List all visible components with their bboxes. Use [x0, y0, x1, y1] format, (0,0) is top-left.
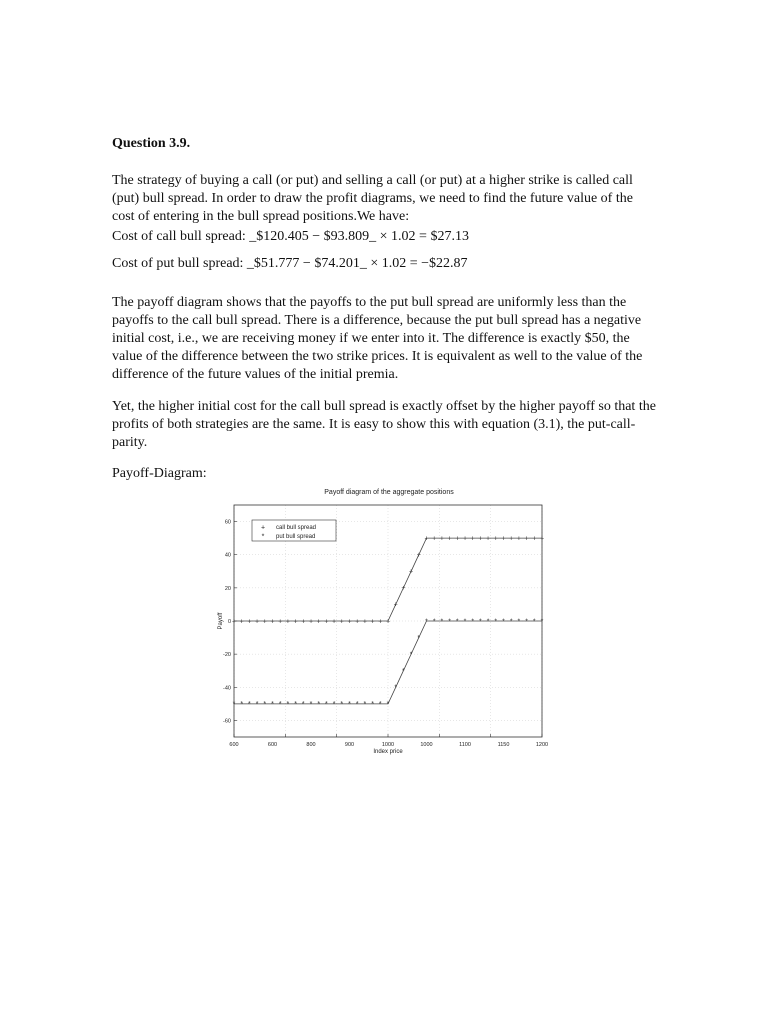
data-point-call: + — [239, 618, 244, 626]
data-point-call: + — [332, 618, 337, 626]
x-tick-label: 1150 — [497, 742, 510, 748]
data-point-call: + — [509, 535, 514, 543]
call-spread-cost-line: Cost of call bull spread: _$120.405 − $93.809_ × 1.02 = $27.13 — [112, 229, 469, 244]
y-tick-label: 40 — [224, 552, 231, 559]
data-point-call: + — [378, 618, 383, 626]
data-point-call: + — [231, 618, 237, 626]
data-point-put: * — [486, 618, 490, 626]
data-point-put: * — [540, 618, 544, 626]
data-point-put: * — [232, 701, 236, 709]
data-point-call: + — [247, 618, 252, 626]
put-spread-cost-line: Cost of put bull spread: _$51.777 − $74.201_ × 1.02 = −$22.87 — [112, 256, 468, 271]
data-point-put: * — [271, 701, 274, 709]
data-point-put: * — [348, 701, 351, 709]
data-point-put: * — [294, 701, 297, 709]
data-point-put: * — [463, 618, 467, 626]
data-point-put: * — [425, 618, 428, 626]
x-tick-label: 900 — [344, 742, 355, 748]
data-point-call: + — [486, 535, 491, 543]
data-point-call: + — [455, 535, 460, 543]
intro-paragraph: The strategy of buying a call (or put) and selling a call (or put) at a higher strike is called call (put) bull spread. In order to draw the profit diagrams, we need to find the future value of the cost of entering in the bull spread positions.We have: — [112, 173, 633, 224]
data-point-put: * — [240, 701, 244, 709]
data-point-put: * — [502, 618, 505, 626]
data-point-put: * — [417, 634, 421, 642]
y-tick-label: 20 — [224, 585, 231, 592]
payoff-chart-svg — [214, 480, 554, 760]
data-point-call: + — [516, 535, 521, 543]
legend-label-call: call bull spread — [276, 525, 317, 531]
data-point-put: * — [378, 701, 382, 709]
payoff-explanation-paragraph: The payoff diagram shows that the payoffs to the put bull spread are uniformly less than the payoffs to the call bull spread. There is a difference, because the put bull spread has a negative initial cost, i.e., we are receiving money if we enter into it. The difference is exactly $50, the value of the difference between the two strike prices. It is equivalent as well to the value of the difference of the future values of the initial premia. — [112, 295, 643, 382]
x-tick-label: 1000 — [381, 742, 395, 748]
data-point-put: * — [471, 618, 475, 626]
data-point-put: * — [332, 701, 336, 709]
data-point-put: * — [448, 618, 451, 626]
data-point-call: + — [308, 618, 314, 626]
data-point-put: * — [286, 701, 290, 709]
data-point-put: * — [525, 618, 528, 626]
legend-marker-put: * — [261, 533, 265, 541]
chart-legend — [252, 520, 336, 541]
y-axis-label: Payoff — [218, 612, 224, 630]
data-point-put: * — [248, 701, 251, 709]
data-point-call: + — [478, 535, 483, 543]
data-point-put: * — [363, 701, 367, 709]
data-point-call: + — [270, 618, 275, 626]
data-point-call: + — [385, 618, 391, 626]
data-point-put: * — [355, 701, 359, 709]
x-axis-label: Index price — [373, 749, 403, 755]
data-point-put: * — [371, 701, 374, 709]
data-point-put: * — [509, 618, 513, 626]
diagram-caption: Payoff-Diagram: — [112, 466, 207, 481]
data-point-call: + — [416, 552, 421, 560]
chart-title: Payoff diagram of the aggregate positions — [324, 489, 454, 496]
data-point-put: * — [309, 701, 313, 709]
data-point-call: + — [539, 535, 545, 543]
data-point-put: * — [317, 701, 321, 709]
x-tick-label: 800 — [306, 742, 316, 748]
data-point-put: * — [532, 618, 536, 626]
data-point-call: + — [293, 618, 298, 626]
data-point-call: + — [393, 601, 398, 609]
data-point-call: + — [439, 535, 444, 543]
data-point-put: * — [301, 701, 305, 709]
data-point-put: * — [455, 618, 459, 626]
data-point-call: + — [285, 618, 290, 626]
data-point-call: + — [278, 618, 283, 626]
data-point-call: + — [470, 535, 475, 543]
data-point-call: + — [493, 535, 498, 543]
data-point-put: * — [479, 618, 482, 626]
data-point-call: + — [339, 618, 344, 626]
x-tick-label: 600 — [229, 742, 239, 748]
payoff-chart — [214, 480, 554, 760]
data-point-call: + — [362, 618, 367, 626]
data-point-call: + — [409, 568, 414, 576]
data-point-put: * — [402, 668, 405, 676]
data-point-put: * — [263, 701, 267, 709]
data-point-put: * — [394, 684, 398, 692]
data-point-call: + — [355, 618, 360, 626]
data-point-call: + — [401, 585, 406, 593]
question-heading: Question 3.9. — [112, 136, 191, 151]
data-point-put: * — [255, 701, 259, 709]
y-tick-label: 60 — [224, 519, 231, 526]
data-point-put: * — [440, 618, 444, 626]
data-point-call: + — [255, 618, 260, 626]
x-tick-label: 1200 — [535, 742, 549, 748]
data-point-call: + — [462, 535, 468, 543]
data-point-put: * — [517, 618, 521, 626]
legend-label-put: put bull spread — [276, 534, 316, 540]
data-point-put: * — [325, 701, 328, 709]
data-point-call: + — [424, 535, 429, 543]
legend-marker-call: + — [260, 524, 266, 532]
data-point-put: * — [340, 701, 344, 709]
data-point-call: + — [370, 618, 375, 626]
data-point-call: + — [524, 535, 529, 543]
data-point-call: + — [532, 535, 537, 543]
data-point-call: + — [262, 618, 267, 626]
data-point-put: * — [386, 701, 390, 709]
y-tick-label: -40 — [223, 685, 231, 692]
data-point-call: + — [301, 618, 306, 626]
x-axis-ticks — [229, 734, 548, 748]
data-point-put: * — [494, 618, 498, 626]
data-point-call: + — [432, 535, 437, 543]
data-point-put: * — [409, 651, 413, 659]
x-tick-label: 1000 — [420, 742, 433, 748]
data-point-call: + — [501, 535, 506, 543]
data-point-put: * — [432, 618, 436, 626]
data-point-call: + — [316, 618, 321, 626]
x-tick-label: 600 — [267, 742, 278, 748]
y-tick-label: -60 — [223, 718, 231, 725]
data-point-put: * — [278, 701, 282, 709]
data-point-call: + — [347, 618, 352, 626]
y-tick-label: -20 — [223, 652, 231, 659]
x-tick-label: 1100 — [459, 742, 471, 748]
data-point-call: + — [447, 535, 452, 543]
data-point-call: + — [324, 618, 329, 626]
profit-parity-paragraph: Yet, the higher initial cost for the call bull spread is exactly offset by the higher payoff so that the profits of both strategies are the same. It is easy to show this with equation (3.1), the put-call-parity. — [112, 399, 656, 450]
y-tick-label: 0 — [227, 619, 231, 625]
